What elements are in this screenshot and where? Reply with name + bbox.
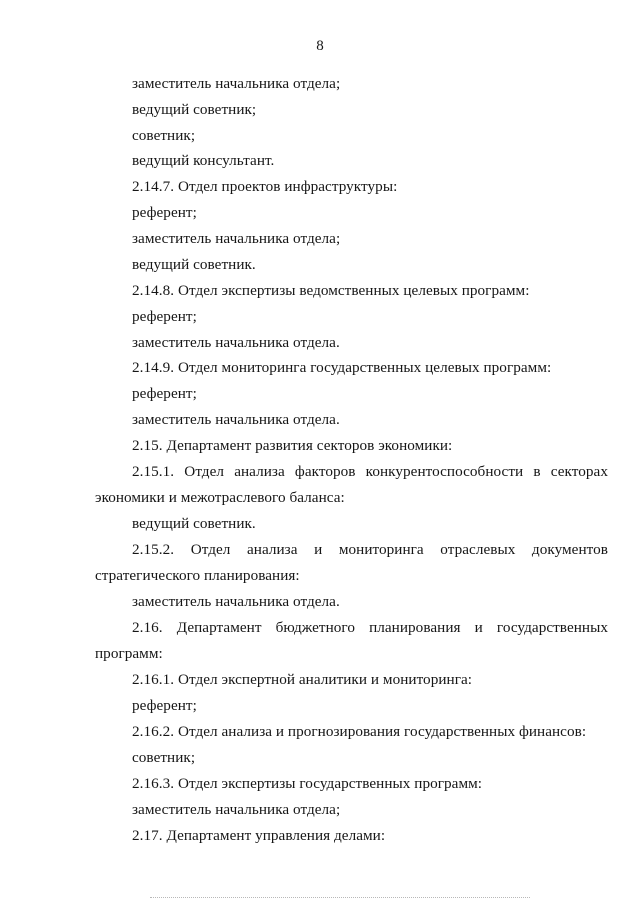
text-line: 2.15.2. Отдел анализа и мониторинга отраслевых документов	[132, 541, 608, 558]
text-line: 2.16.2. Отдел анализа и прогнозирования государственных финансов:	[132, 723, 587, 740]
text-line: 2.15.1. Отдел анализа факторов конкурентоспособности в секторах	[132, 463, 608, 480]
text-line: заместитель начальника отдела.	[132, 334, 340, 351]
text-line: референт;	[132, 204, 197, 221]
text-line: ведущий советник.	[132, 256, 256, 273]
text-line: экономики и межотраслевого баланса:	[95, 489, 345, 506]
text-line: 2.17. Департамент управления делами:	[132, 827, 386, 844]
text-line: 2.14.9. Отдел мониторинга государственных целевых программ:	[132, 359, 552, 376]
text-line: заместитель начальника отдела;	[132, 75, 341, 92]
text-line: советник;	[132, 749, 196, 766]
scan-edge-rule	[150, 897, 530, 898]
text-line: 2.16.3. Отдел экспертизы государственных программ:	[132, 775, 483, 792]
text-line: 2.15. Департамент развития секторов экономики:	[132, 437, 453, 454]
text-line: заместитель начальника отдела;	[132, 230, 341, 247]
text-line: 2.16. Департамент бюджетного планирования и государственных	[132, 619, 608, 636]
text-line: заместитель начальника отдела.	[132, 593, 340, 610]
text-line: советник;	[132, 127, 196, 144]
text-line: 2.14.7. Отдел проектов инфраструктуры:	[132, 178, 398, 195]
text-line: референт;	[132, 308, 197, 325]
text-line: 2.14.8. Отдел экспертизы ведомственных целевых программ:	[132, 282, 530, 299]
text-line: референт;	[132, 385, 197, 402]
text-line: программ:	[95, 645, 163, 662]
text-line: ведущий консультант.	[132, 152, 275, 169]
text-line: референт;	[132, 697, 197, 714]
text-line: заместитель начальника отдела.	[132, 411, 340, 428]
text-line: ведущий советник;	[132, 101, 257, 118]
page-number: 8	[316, 38, 324, 54]
text-line: стратегического планирования:	[95, 567, 300, 584]
text-line: ведущий советник.	[132, 515, 256, 532]
text-line: заместитель начальника отдела;	[132, 801, 341, 818]
text-line: 2.16.1. Отдел экспертной аналитики и мониторинга:	[132, 671, 473, 688]
